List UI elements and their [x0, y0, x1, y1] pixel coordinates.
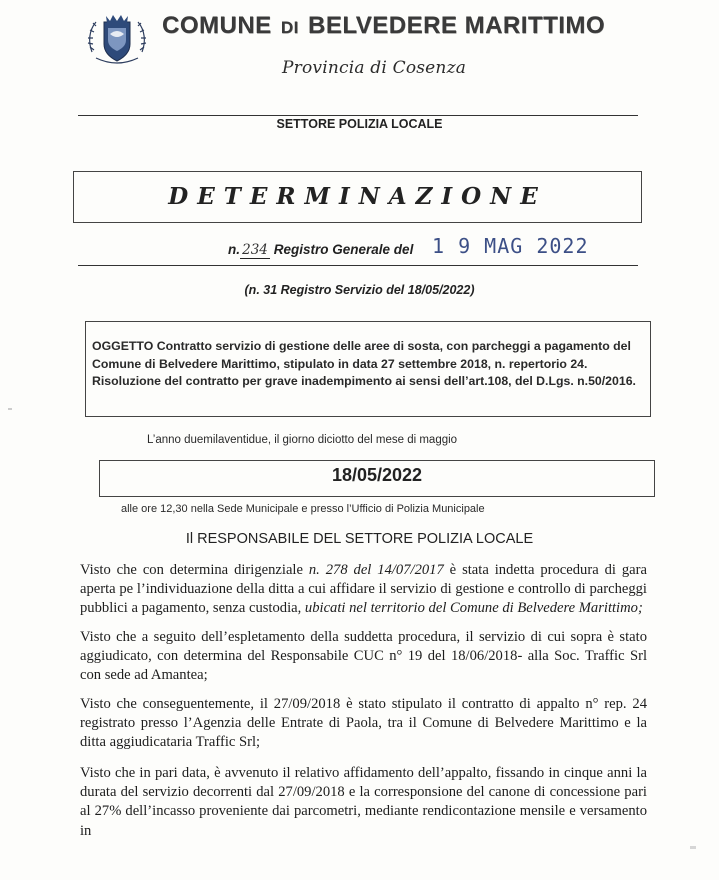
- paragraph-1-text-b: è stata indetta procedura di gara aperta pe l’individuazione della ditta a cui affidare il servizio di gestione e controllo di parcheggi pubblici a pagamento, senza custodia,: [80, 562, 647, 617]
- municipality-name-part1: COMUNE: [162, 12, 272, 39]
- scan-speck: [8, 408, 12, 410]
- responsible-heading: Il RESPONSABILE DEL SETTORE POLIZIA LOCALE: [185, 531, 534, 547]
- register-divider: [78, 265, 638, 266]
- paragraph-1-text-a: Visto che con determina dirigenziale: [80, 562, 309, 578]
- coat-of-arms-icon: [86, 12, 148, 68]
- register-number: 234: [240, 242, 270, 259]
- municipality-name-di: DI: [280, 18, 299, 37]
- paragraph-4: Visto che in pari data, è avvenuto il relativo affidamento dell’appalto, fissando in cinque anni la durata del servizio decorrenti dal 27/09/2018 e la corresponsione del canone di concessione pari al 27% dell’incasso proveniente dai parcometri, mediante rendicontazione mensile e versamento in: [80, 765, 647, 839]
- general-register-line: [228, 242, 413, 259]
- subject-text: Contratto servizio di gestione delle aree di sosta, con parcheggi a pagamento del Comune di Belvedere Marittimo, stipulato in data 27 settembre 2018, n. repertorio 24. Risoluzione del contratto per grave inadempimento ai sensi dell’art.108, del D.Lgs. n.50/2016.: [92, 339, 636, 388]
- time-location-statement: alle ore 12,30 nella Sede Municipale e presso l’Ufficio di Polizia Municipale: [121, 503, 485, 515]
- register-prefix: n.: [228, 242, 240, 257]
- register-label: Registro Generale del: [273, 242, 414, 257]
- province-name: Provincia di Cosenza: [282, 58, 467, 78]
- paragraph-2: Visto che a seguito dell’espletamento della suddetta procedura, il servizio di cui sopra è stato aggiudicato, con determina del Responsabile CUC n° 19 del 18/06/2018- alla Soc. Traffic Srl con sede ad Amantea;: [80, 629, 647, 684]
- paragraph-1-location: ubicati nel territorio del Comune di Belvedere Marittimo;: [304, 600, 643, 617]
- paragraph-3: Visto che conseguentemente, il 27/09/2018 è stato stipulato il contratto di appalto n° rep. 24 registrato presso l’Agenzia delle Entrate di Paola, tra il Comune di Belvedere Marittimo e la ditta aggiudicataria Traffic Srl;: [80, 696, 647, 751]
- municipality-name-part2: BELVEDERE MARITTIMO: [308, 12, 606, 39]
- document-date: 18/05/2022: [331, 465, 423, 485]
- date-stamp: 1 9 MAG 2022: [432, 234, 589, 258]
- scan-speck: [690, 846, 696, 849]
- subject-label: OGGETTO: [92, 339, 154, 353]
- paragraph-1-ref: n. 278 del 14/07/2017: [308, 562, 444, 578]
- municipality-name: [162, 12, 605, 40]
- year-statement: L’anno duemilaventidue, il giorno diciotto del mese di maggio: [147, 434, 458, 446]
- subject-box: [85, 321, 651, 417]
- department-title: SETTORE POLIZIA LOCALE: [276, 117, 443, 131]
- determination-title: DETERMINAZIONE: [168, 183, 547, 210]
- header-divider: [78, 115, 638, 116]
- service-register-line: (n. 31 Registro Servizio del 18/05/2022): [244, 283, 475, 297]
- paragraph-1: [80, 561, 647, 619]
